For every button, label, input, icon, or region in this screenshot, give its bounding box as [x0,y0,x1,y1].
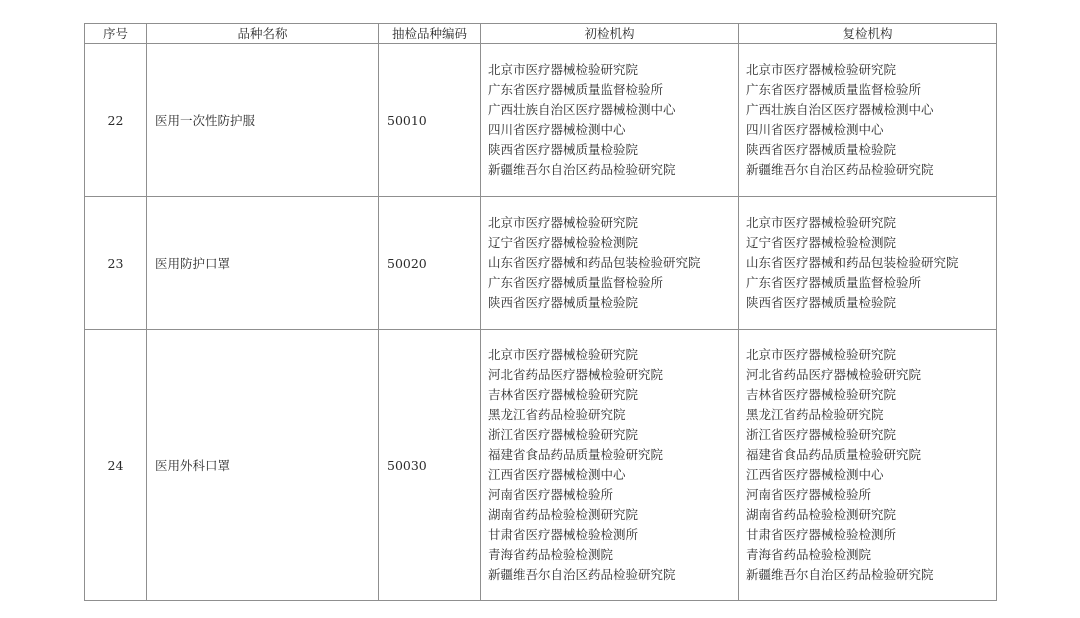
org-item: 辽宁省医疗器械检验检测院 [746,235,897,250]
org-item: 北京市医疗器械检验研究院 [488,347,639,362]
org-item: 辽宁省医疗器械检验检测院 [488,235,639,250]
product-name: 医用防护口罩 [147,197,379,330]
product-code: 50030 [379,330,481,601]
org-item: 黑龙江省药品检验研究院 [746,407,884,422]
org-item: 福建省食品药品质量检验研究院 [488,447,664,462]
header-index: 序号 [85,24,147,44]
org-item: 广东省医疗器械质量监督检验所 [746,82,922,97]
org-item: 陕西省医疗器械质量检验院 [488,142,639,157]
initial-org-cell [481,44,739,197]
inspection-table [84,23,997,601]
product-name: 医用一次性防护服 [147,44,379,197]
org-item: 湖南省药品检验检测研究院 [488,507,639,522]
table-row [85,330,997,601]
row-index: 23 [85,197,147,330]
initial-org-cell [481,330,739,601]
org-item: 江西省医疗器械检测中心 [746,467,884,482]
recheck-org-list [746,213,996,313]
header-code: 抽检品种编码 [379,24,481,44]
org-item: 北京市医疗器械检验研究院 [746,215,897,230]
table-row [85,44,997,197]
initial-org-list [488,345,738,585]
org-item: 青海省药品检验检测院 [488,547,614,562]
org-item: 新疆维吾尔自治区药品检验研究院 [746,162,934,177]
recheck-org-list [746,345,996,585]
org-item: 浙江省医疗器械检验研究院 [488,427,639,442]
org-item: 河北省药品医疗器械检验研究院 [746,367,922,382]
org-item: 新疆维吾尔自治区药品检验研究院 [488,162,676,177]
header-initial-org: 初检机构 [481,24,739,44]
org-item: 河北省药品医疗器械检验研究院 [488,367,664,382]
org-item: 吉林省医疗器械检验研究院 [488,387,639,402]
header-name: 品种名称 [147,24,379,44]
org-item: 北京市医疗器械检验研究院 [488,62,639,77]
recheck-org-cell [739,197,997,330]
org-item: 湖南省药品检验检测研究院 [746,507,897,522]
initial-org-list [488,213,738,313]
product-code: 50020 [379,197,481,330]
org-item: 北京市医疗器械检验研究院 [488,215,639,230]
org-item: 山东省医疗器械和药品包装检验研究院 [488,255,701,270]
initial-org-cell [481,197,739,330]
product-code: 50010 [379,44,481,197]
org-item: 北京市医疗器械检验研究院 [746,347,897,362]
org-item: 广东省医疗器械质量监督检验所 [746,275,922,290]
org-item: 甘肃省医疗器械检验检测所 [746,527,897,542]
org-item: 河南省医疗器械检验所 [746,487,872,502]
org-item: 黑龙江省药品检验研究院 [488,407,626,422]
header-recheck-org: 复检机构 [739,24,997,44]
org-item: 四川省医疗器械检测中心 [746,122,884,137]
org-item: 北京市医疗器械检验研究院 [746,62,897,77]
org-item: 广西壮族自治区医疗器械检测中心 [488,102,676,117]
recheck-org-cell [739,44,997,197]
org-item: 广东省医疗器械质量监督检验所 [488,275,664,290]
table-header-row [85,24,997,44]
org-item: 江西省医疗器械检测中心 [488,467,626,482]
product-name: 医用外科口罩 [147,330,379,601]
org-item: 广西壮族自治区医疗器械检测中心 [746,102,934,117]
org-item: 甘肃省医疗器械检验检测所 [488,527,639,542]
row-index: 22 [85,44,147,197]
org-item: 福建省食品药品质量检验研究院 [746,447,922,462]
table-row [85,197,997,330]
org-item: 吉林省医疗器械检验研究院 [746,387,897,402]
org-item: 青海省药品检验检测院 [746,547,872,562]
org-item: 浙江省医疗器械检验研究院 [746,427,897,442]
org-item: 河南省医疗器械检验所 [488,487,614,502]
initial-org-list [488,60,738,180]
org-item: 陕西省医疗器械质量检验院 [488,295,639,310]
org-item: 四川省医疗器械检测中心 [488,122,626,137]
org-item: 陕西省医疗器械质量检验院 [746,142,897,157]
org-item: 广东省医疗器械质量监督检验所 [488,82,664,97]
org-item: 陕西省医疗器械质量检验院 [746,295,897,310]
org-item: 新疆维吾尔自治区药品检验研究院 [746,567,934,582]
recheck-org-list [746,60,996,180]
recheck-org-cell [739,330,997,601]
org-item: 山东省医疗器械和药品包装检验研究院 [746,255,959,270]
row-index: 24 [85,330,147,601]
org-item: 新疆维吾尔自治区药品检验研究院 [488,567,676,582]
